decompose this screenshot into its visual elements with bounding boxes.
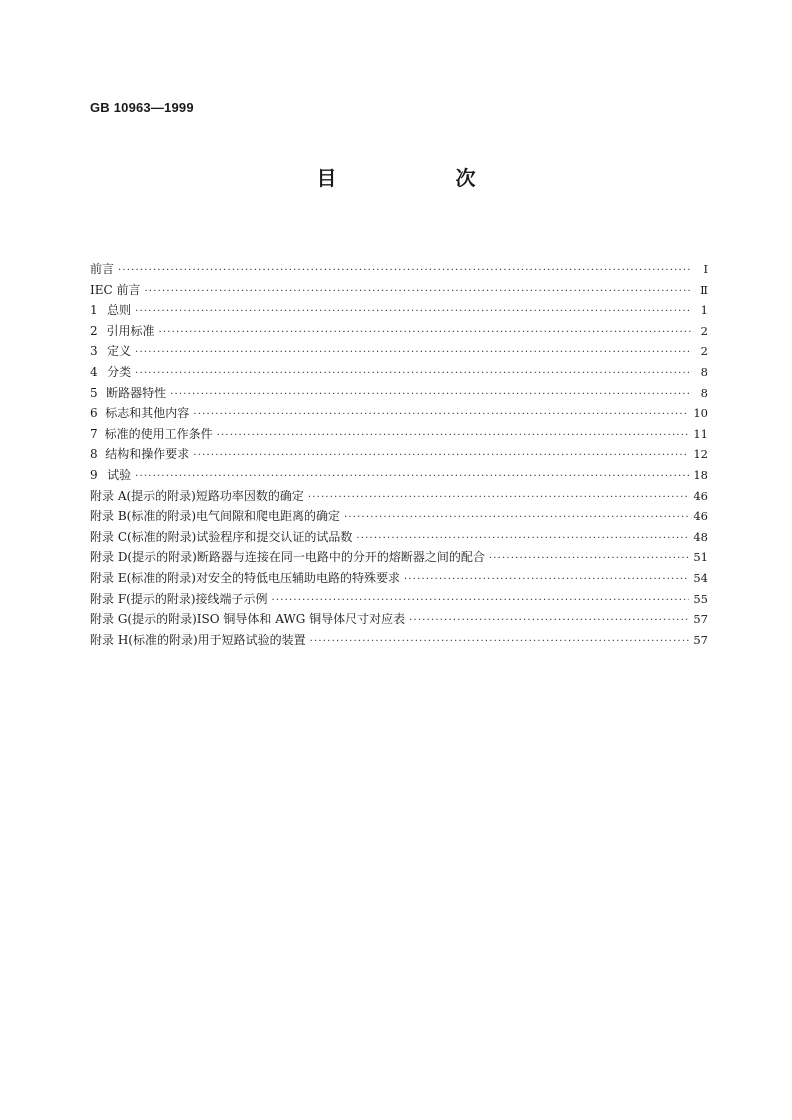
- toc-entry-page: 11: [693, 426, 708, 441]
- toc-entry-page: 10: [693, 406, 708, 421]
- toc-entry-label: 定义: [107, 344, 132, 359]
- toc-entry[interactable]: [90, 445, 708, 466]
- toc-entry-page: 48: [693, 529, 708, 544]
- toc-entry-label: 对安全的特低电压辅助电路的特殊要求: [195, 570, 400, 585]
- toc-entry[interactable]: [90, 322, 708, 343]
- toc-entry[interactable]: [90, 363, 708, 384]
- toc-entry-label: 接线端子示例: [195, 591, 268, 606]
- toc-entry-page: 12: [693, 447, 708, 462]
- toc-entry[interactable]: [90, 466, 708, 487]
- dot-leader: [135, 471, 689, 482]
- toc-annex-entry[interactable]: [90, 487, 708, 508]
- toc-entry-number: 7: [90, 426, 98, 441]
- toc-entry-label: 标志和其他内容: [105, 406, 190, 421]
- toc-entry-page: 57: [693, 612, 708, 627]
- dot-leader: [272, 595, 690, 606]
- dot-leader: [356, 533, 689, 544]
- annex-number: 附录 C(标准的附录): [90, 529, 197, 544]
- annex-number: 附录 D(提示的附录): [90, 550, 197, 565]
- toc-annex-entry[interactable]: [90, 548, 708, 569]
- toc-entry-label: 分类: [107, 364, 132, 379]
- toc-entry-page: 46: [693, 509, 708, 524]
- toc-entry-label: 标准的使用工作条件: [104, 426, 213, 441]
- toc-entry-label: 断路器特性: [106, 385, 167, 400]
- annex-number: 附录 H(标准的附录): [90, 632, 198, 647]
- toc-annex-entry[interactable]: [90, 610, 708, 631]
- toc-annex-entry[interactable]: [90, 569, 708, 590]
- dot-leader: [308, 492, 689, 503]
- toc-entry-page: 54: [693, 570, 708, 585]
- toc-annex-entry[interactable]: [90, 507, 708, 528]
- dot-leader: [145, 286, 693, 297]
- toc-entry-number: 6: [90, 406, 98, 421]
- toc-entry[interactable]: [90, 384, 708, 405]
- toc-entry-label: 总则: [107, 303, 132, 318]
- page-title: 目 次: [316, 166, 532, 190]
- toc-entry-label: 前言: [90, 262, 115, 276]
- toc-entry-label: 断路器与连接在同一电路中的分开的熔断器之间的配合: [196, 550, 485, 565]
- toc-entry-page: 2: [700, 323, 708, 338]
- dot-leader: [409, 615, 689, 626]
- toc-annex-entry[interactable]: [90, 528, 708, 549]
- toc-entry-page: 55: [693, 591, 708, 606]
- toc-entry-label: 引用标准: [106, 323, 155, 338]
- dot-leader: [170, 389, 692, 400]
- toc-entry-page: 51: [693, 550, 708, 565]
- toc-entry-label: 试验: [107, 467, 132, 482]
- table-of-contents: [90, 260, 708, 651]
- dot-leader: [118, 265, 692, 276]
- toc-entry-label: 结构和操作要求: [105, 447, 190, 462]
- toc-annex-entry[interactable]: [90, 590, 708, 611]
- toc-entry-number: 2: [90, 323, 98, 338]
- toc-entry-label: 用于短路试验的装置: [197, 632, 306, 647]
- toc-entry-label: ISO 铜导体和 AWG 铜导体尺寸对应表: [196, 612, 406, 627]
- dot-leader: [135, 368, 692, 379]
- standard-code: GB 10963—1999: [90, 100, 194, 115]
- toc-entry-label: IEC 前言: [90, 282, 141, 297]
- dot-leader: [158, 327, 692, 338]
- toc-entry-page: 1: [700, 303, 708, 318]
- dot-leader: [217, 430, 690, 441]
- annex-number: 附录 F(提示的附录): [90, 591, 196, 606]
- toc-entry[interactable]: [90, 425, 708, 446]
- toc-entry[interactable]: [90, 260, 708, 281]
- toc-entry[interactable]: [90, 404, 708, 425]
- toc-entry[interactable]: [90, 342, 708, 363]
- toc-entry-page: I: [703, 262, 708, 276]
- toc-entry-number: 3: [90, 344, 98, 359]
- annex-number: 附录 B(标准的附录): [90, 509, 196, 524]
- toc-entry-page: 46: [693, 488, 708, 503]
- toc-entry-label: 短路功率因数的确定: [195, 488, 304, 503]
- annex-number: 附录 E(标准的附录): [90, 570, 196, 585]
- toc-entry-page: 8: [700, 364, 708, 379]
- dot-leader: [489, 553, 690, 564]
- toc-entry[interactable]: [90, 281, 708, 302]
- dot-leader: [135, 347, 692, 358]
- annex-number: 附录 G(提示的附录): [90, 612, 197, 627]
- annex-number: 附录 A(提示的附录): [90, 488, 196, 503]
- toc-entry-number: 9: [90, 467, 98, 482]
- toc-entry-page: 8: [700, 385, 708, 400]
- toc-entry-number: 8: [90, 447, 98, 462]
- dot-leader: [310, 636, 690, 647]
- toc-entry-number: 5: [90, 385, 98, 400]
- dot-leader: [135, 306, 692, 317]
- dot-leader: [404, 574, 689, 585]
- toc-entry-number: 4: [90, 364, 98, 379]
- toc-annex-entry[interactable]: [90, 631, 708, 652]
- toc-entry-page: 2: [700, 344, 708, 359]
- dot-leader: [193, 450, 689, 461]
- dot-leader: [344, 512, 689, 523]
- toc-entry-page: 57: [693, 632, 708, 647]
- toc-entry-label: 试验程序和提交认证的试品数: [196, 529, 353, 544]
- toc-entry[interactable]: [90, 301, 708, 322]
- dot-leader: [193, 409, 689, 420]
- toc-entry-page: Ⅱ: [700, 282, 708, 297]
- toc-entry-label: 电气间隙和爬电距离的确定: [196, 509, 341, 524]
- toc-entry-page: 18: [693, 467, 708, 482]
- toc-entry-number: 1: [90, 303, 98, 318]
